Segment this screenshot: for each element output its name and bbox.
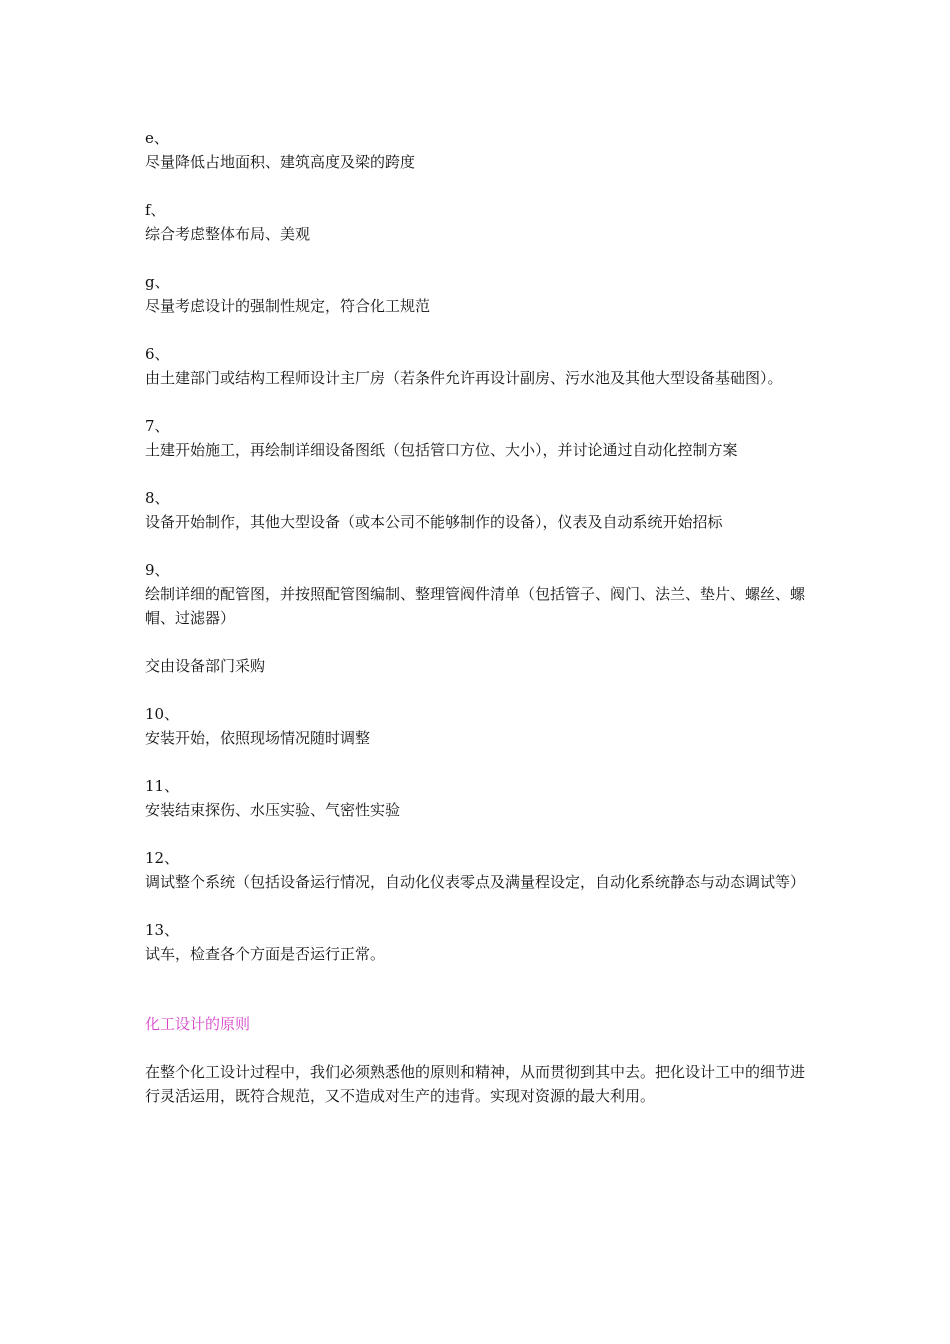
section-heading: 化工设计的原则	[145, 1015, 251, 1033]
list-item	[145, 702, 815, 750]
standalone-line: 交由设备部门采购	[145, 657, 266, 675]
list-item	[145, 126, 815, 174]
item-marker: 11、	[145, 777, 180, 795]
item-marker: 13、	[145, 921, 180, 939]
list-item	[145, 774, 815, 822]
item-text: 试车，检查各个方面是否运行正常。	[145, 945, 386, 963]
list-item	[145, 486, 815, 534]
item-text: 由土建部门或结构工程师设计主厂房（若条件允许再设计副房、污水池及其他大型设备基础图）。	[145, 369, 783, 387]
item-marker: f、	[145, 201, 166, 219]
item-marker: 10、	[145, 705, 180, 723]
item-text: 绘制详细的配管图，并按照配管图编制、整理管阀件清单（包括管子、阀门、法兰、垫片、螺丝、螺帽、过滤器）	[145, 585, 806, 627]
item-text: 调试整个系统（包括设备运行情况，自动化仪表零点及满量程设定，自动化系统静态与动态调试等）	[145, 873, 806, 891]
item-marker: g、	[145, 273, 170, 291]
list-item	[145, 342, 815, 390]
item-text: 设备开始制作，其他大型设备（或本公司不能够制作的设备），仪表及自动系统开始招标	[145, 513, 723, 531]
item-marker: 9、	[145, 561, 170, 579]
item-text: 土建开始施工，再绘制详细设备图纸（包括管口方位、大小），并讨论通过自动化控制方案	[145, 441, 738, 459]
item-text: 尽量降低占地面积、建筑高度及梁的跨度	[145, 153, 416, 171]
list-item	[145, 414, 815, 462]
document-page	[145, 126, 815, 1108]
item-text: 安装结束探伤、水压实验、气密性实验	[145, 801, 401, 819]
item-text: 安装开始，依照现场情况随时调整	[145, 729, 371, 747]
item-marker: 6、	[145, 345, 170, 363]
list-item	[145, 198, 815, 246]
item-text: 尽量考虑设计的强制性规定，符合化工规范	[145, 297, 431, 315]
item-marker: 12、	[145, 849, 180, 867]
list-item	[145, 846, 815, 894]
list-item	[145, 270, 815, 318]
section-paragraph: 在整个化工设计过程中，我们必须熟悉他的原则和精神，从而贯彻到其中去。把化设计工中的细节进行灵活运用，既符合规范，又不造成对生产的违背。实现对资源的最大利用。	[145, 1063, 806, 1105]
item-marker: 7、	[145, 417, 170, 435]
item-text: 综合考虑整体布局、美观	[145, 225, 311, 243]
item-marker: e、	[145, 129, 169, 147]
list-item	[145, 918, 815, 966]
list-item	[145, 558, 815, 630]
item-marker: 8、	[145, 489, 170, 507]
